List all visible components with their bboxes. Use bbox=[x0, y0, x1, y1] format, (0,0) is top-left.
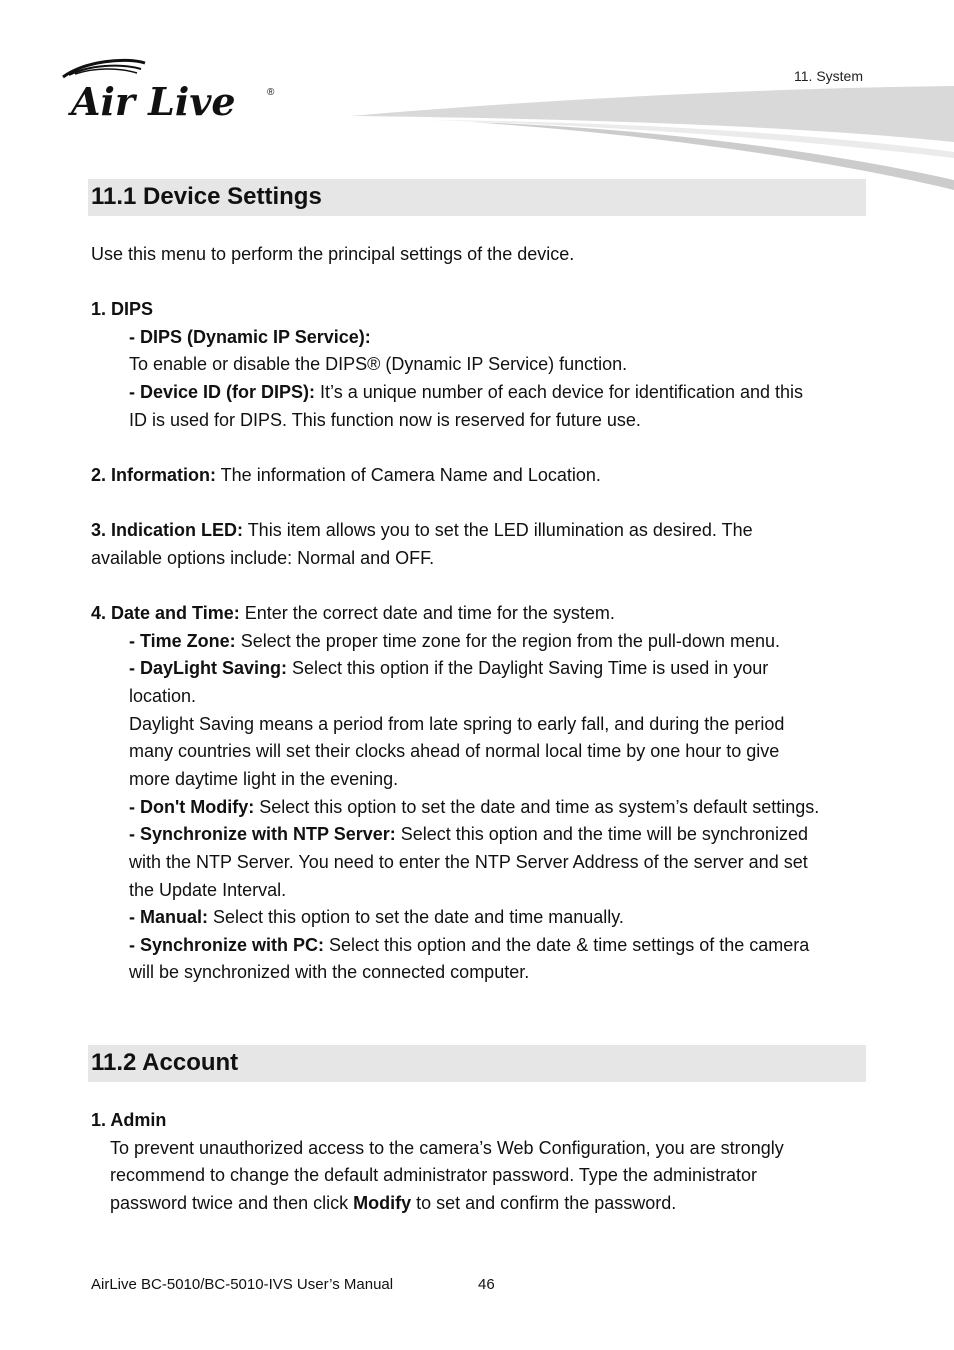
dips-deviceid-line2: ID is used for DIPS. This function now is reserved for future use. bbox=[129, 410, 641, 430]
page-header bbox=[0, 0, 954, 200]
ntp-line2: with the NTP Server. You need to enter the NTP Server Address of the server and set bbox=[129, 852, 808, 872]
datetime-label: 4. Date and Time: bbox=[91, 603, 240, 623]
daylight-line2: location. bbox=[129, 686, 197, 706]
dips-service-text: To enable or disable the DIPS® (Dynamic IP Service) function. bbox=[129, 354, 628, 374]
daylight-line bbox=[129, 655, 768, 683]
section-heading-account bbox=[88, 1045, 866, 1082]
dontmodify-text: Select this option to set the date and time as system’s default settings. bbox=[254, 797, 820, 817]
dontmodify-line bbox=[129, 794, 819, 822]
ntp-line bbox=[129, 821, 808, 849]
intro-text: Use this menu to perform the principal settings of the device. bbox=[91, 244, 575, 264]
manual-line bbox=[129, 904, 624, 932]
timezone-text: Select the proper time zone for the region from the pull-down menu. bbox=[235, 631, 780, 651]
timezone-line bbox=[129, 628, 780, 656]
manual-label: - Manual: bbox=[129, 907, 208, 927]
chapter-label: 11. System bbox=[794, 68, 863, 84]
section-title: 11.2 Account bbox=[91, 1049, 239, 1076]
ntp-text: Select this option and the time will be synchronized bbox=[395, 824, 808, 844]
dips-deviceid-line bbox=[129, 379, 803, 407]
admin-text-3c: to set and confirm the password. bbox=[411, 1193, 677, 1213]
daylight-desc-2: many countries will set their clocks ahead of normal local time by one hour to give bbox=[129, 741, 780, 761]
svg-text:Air Live: Air Live bbox=[71, 79, 236, 124]
information-label: 2. Information: bbox=[91, 465, 216, 485]
pc-label: - Synchronize with PC: bbox=[129, 935, 325, 955]
information-line bbox=[91, 462, 601, 490]
dontmodify-label: - Don't Modify: bbox=[129, 797, 255, 817]
admin-text-2: recommend to change the default administrator password. Type the administrator bbox=[110, 1165, 758, 1185]
ntp-label: - Synchronize with NTP Server: bbox=[129, 824, 396, 844]
deviceid-label: - Device ID (for DIPS): bbox=[129, 382, 316, 402]
footer-manual-title: AirLive BC-5010/BC-5010-IVS User’s Manual bbox=[91, 1276, 394, 1293]
dips-heading: 1. DIPS bbox=[91, 299, 154, 319]
admin-text-1: To prevent unauthorized access to the camera’s Web Configuration, you are strongly bbox=[110, 1138, 784, 1158]
led-line bbox=[91, 517, 753, 545]
timezone-label: - Time Zone: bbox=[129, 631, 236, 651]
pc-line2: will be synchronized with the connected computer. bbox=[129, 962, 530, 982]
led-line2: available options include: Normal and OFF. bbox=[91, 548, 435, 568]
dips-service-label: - DIPS (Dynamic IP Service): bbox=[129, 327, 371, 347]
daylight-desc-1: Daylight Saving means a period from late spring to early fall, and during the period bbox=[129, 714, 785, 734]
deviceid-text: It’s a unique number of each device for identification and this bbox=[315, 382, 803, 402]
ntp-line3: the Update Interval. bbox=[129, 880, 287, 900]
admin-heading: 1. Admin bbox=[91, 1110, 167, 1130]
section-title: 11.1 Device Settings bbox=[91, 183, 322, 210]
datetime-line bbox=[91, 600, 615, 628]
datetime-text: Enter the correct date and time for the system. bbox=[239, 603, 615, 623]
admin-text-3 bbox=[110, 1190, 676, 1218]
pc-text: Select this option and the date & time settings of the camera bbox=[324, 935, 810, 955]
modify-keyword: Modify bbox=[353, 1193, 412, 1213]
led-text: This item allows you to set the LED illumination as desired. The bbox=[243, 520, 753, 540]
daylight-text: Select this option if the Daylight Saving Time is used in your bbox=[287, 658, 769, 678]
svg-text:®: ® bbox=[267, 87, 275, 98]
admin-text-3a: password twice and then click bbox=[110, 1193, 354, 1213]
pc-line bbox=[129, 932, 809, 960]
daylight-desc-3: more daytime light in the evening. bbox=[129, 769, 399, 789]
manual-text: Select this option to set the date and time manually. bbox=[208, 907, 624, 927]
led-label: 3. Indication LED: bbox=[91, 520, 244, 540]
information-text: The information of Camera Name and Location. bbox=[216, 465, 601, 485]
section-heading-device-settings bbox=[88, 179, 866, 216]
footer-page-number: 46 bbox=[478, 1276, 495, 1293]
daylight-label: - DayLight Saving: bbox=[129, 658, 288, 678]
airlive-logo bbox=[55, 55, 295, 125]
